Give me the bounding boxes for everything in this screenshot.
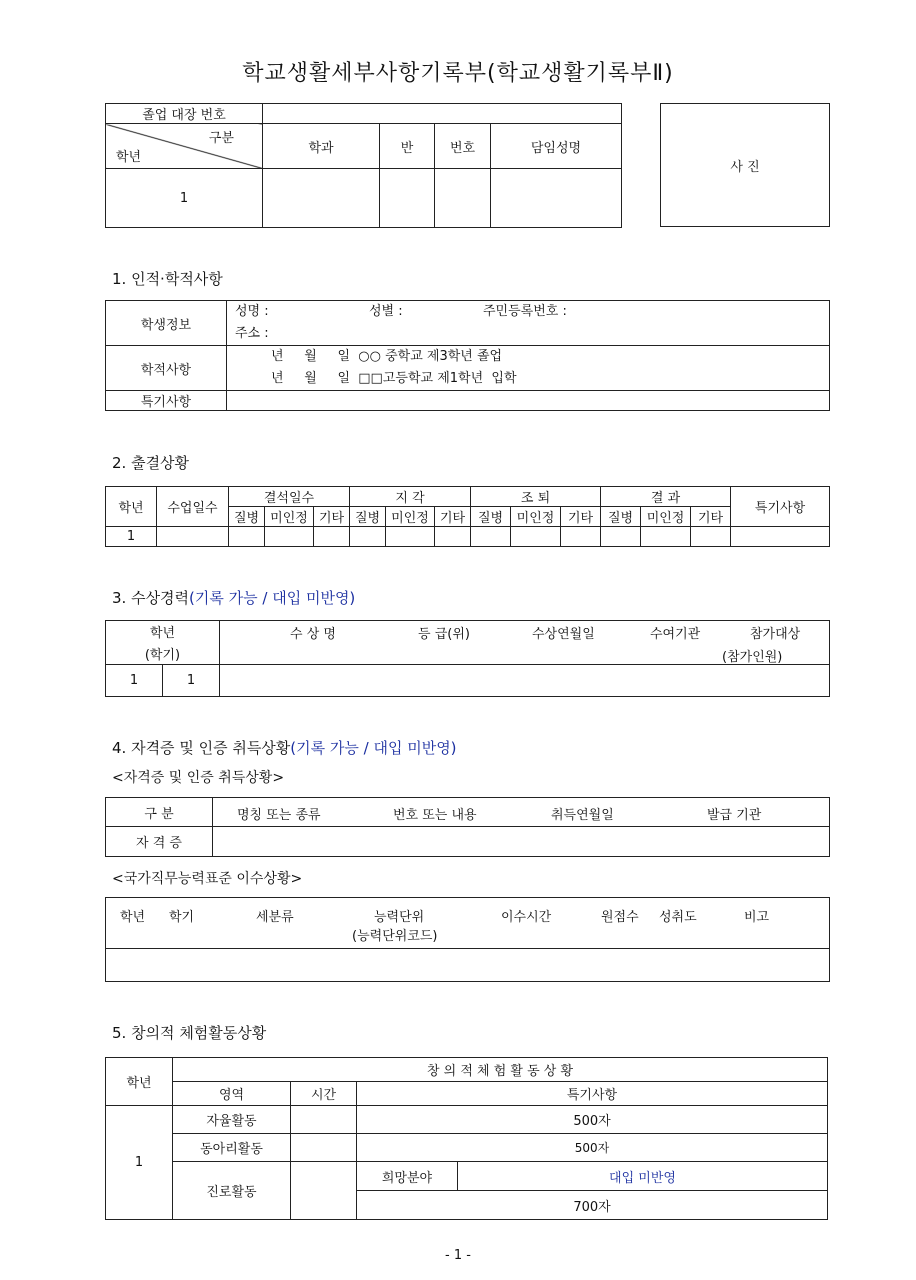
name-label: 성명 :: [235, 304, 269, 319]
special-header: 특기사항: [731, 487, 830, 527]
heading-note: (기록 가능 / 대입 미반영): [290, 739, 457, 757]
grade-header: 학년: [106, 621, 220, 643]
ncs-header: 학기: [169, 910, 195, 925]
record-line: 년 월 일 ○○ 중학교 제3학년 졸업: [271, 349, 503, 364]
record-line: 년 월 일 □□고등학교 제1학년 입학: [271, 371, 517, 386]
sub-header: 기타: [314, 507, 350, 527]
personal-info-table: [105, 300, 830, 411]
photo-box: [660, 103, 830, 227]
ncs-header: 능력단위: [374, 910, 425, 925]
grade-header: 학년: [106, 487, 157, 527]
section-2-heading: 2. 출결상황: [112, 454, 190, 472]
diagonal-header: [106, 124, 263, 169]
photo-label: 사 진: [661, 104, 830, 227]
cert-label: 자 격 증: [106, 827, 213, 857]
late-header: 지 각: [350, 487, 471, 507]
note-limit: 700자: [357, 1191, 828, 1220]
section-3-heading: [112, 587, 355, 608]
special-cell[interactable]: [227, 391, 830, 411]
target-header: 참가대상: [750, 627, 801, 642]
absence-header: 결석일수: [229, 487, 350, 507]
grade-value: 1: [106, 169, 263, 228]
table-row: [106, 1106, 828, 1134]
ncs-header: (능력단위코드): [352, 929, 438, 944]
award-entry[interactable]: [220, 665, 830, 697]
sex-label: 성별 :: [369, 304, 403, 319]
cert-entry[interactable]: [213, 827, 830, 857]
grade-label: 학년: [116, 150, 142, 165]
special-label: 특기사항: [106, 391, 227, 411]
class-cell[interactable]: [380, 169, 435, 228]
note-limit: 500자: [357, 1106, 828, 1134]
sub-header: 미인정: [265, 507, 314, 527]
sub-header: 미인정: [386, 507, 435, 527]
number-cell[interactable]: [435, 169, 491, 228]
sub-header: 질병: [601, 507, 641, 527]
records-label: 학적사항: [106, 346, 227, 391]
page-number: - 1 -: [445, 1248, 471, 1263]
grad-info-table: [105, 103, 622, 228]
area-label: 자율활동: [173, 1106, 291, 1134]
student-info-cell: [227, 301, 830, 346]
cert-table: [105, 797, 830, 857]
ncs-entry[interactable]: [106, 949, 830, 982]
grad-no-field[interactable]: [263, 104, 622, 124]
teacher-cell[interactable]: [491, 169, 622, 228]
sub-header: 기타: [435, 507, 471, 527]
ncs-header: 학년: [120, 910, 146, 925]
attendance-table: [105, 486, 830, 547]
sub-header: 질병: [471, 507, 511, 527]
term-value: 1: [163, 665, 220, 697]
rank-header: 등 급(위): [418, 627, 470, 642]
grade-header: 학년: [106, 1058, 173, 1106]
dept-cell[interactable]: [263, 169, 380, 228]
section-5-heading: 5. 창의적 체험활동상황: [112, 1024, 267, 1042]
table-row: [106, 1134, 828, 1162]
ncs-subheading: <국가직무능력표준 이수상황>: [112, 871, 303, 887]
sub-header: 기타: [691, 507, 731, 527]
count-header: (참가인원): [722, 650, 783, 665]
class-header: 반: [380, 124, 435, 169]
heading-text: 3. 수상경력: [112, 589, 190, 607]
table-row: [106, 527, 830, 547]
table-row: [106, 665, 830, 697]
awards-header-cell: [220, 621, 830, 665]
section-1-heading: 1. 인적·학적사항: [112, 270, 223, 288]
cat-header: 구 분: [106, 798, 213, 827]
cert-header-cell: [213, 798, 830, 827]
hope-label: 희망분야: [357, 1162, 458, 1191]
ncs-header: 세분류: [256, 910, 294, 925]
sub-header: 미인정: [511, 507, 561, 527]
note-limit: 500자: [357, 1134, 828, 1162]
grade-value: 1: [106, 527, 157, 547]
section-4-heading: [112, 737, 457, 758]
grad-no-label: 졸업 대장 번호: [106, 104, 263, 124]
term-header: (학기): [106, 643, 220, 665]
hours-header: 시간: [291, 1082, 357, 1106]
sub-header: 미인정: [641, 507, 691, 527]
category-label: 구분: [208, 131, 234, 146]
dept-header: 학과: [263, 124, 380, 169]
caption-header: 창 의 적 체 험 활 동 상 황: [173, 1058, 828, 1082]
days-header: 수업일수: [157, 487, 229, 527]
grade-value: 1: [106, 665, 163, 697]
heading-note: (기록 가능 / 대입 미반영): [189, 589, 356, 607]
hope-value: 대입 미반영: [458, 1162, 828, 1191]
org-header: 수여기관: [650, 627, 701, 642]
ncs-header: 성취도: [659, 910, 697, 925]
ncs-header-cell: [106, 898, 830, 949]
area-header: 영역: [173, 1082, 291, 1106]
missed-class-header: 결 과: [601, 487, 731, 507]
rrn-label: 주민등록번호 :: [483, 304, 567, 319]
name-header: 명칭 또는 종류: [237, 808, 321, 823]
teacher-header: 담임성명: [491, 124, 622, 169]
num-header: 번호 또는 내용: [393, 808, 477, 823]
ncs-header: 비고: [744, 910, 770, 925]
awards-table: [105, 620, 830, 697]
sub-header: 질병: [350, 507, 386, 527]
table-row: [106, 1162, 828, 1191]
ncs-table: [105, 897, 830, 982]
address-label: 주소 :: [235, 326, 269, 341]
early-leave-header: 조 퇴: [471, 487, 601, 507]
ncs-header: 원점수: [601, 910, 639, 925]
page-title: 학교생활세부사항기록부(학교생활기록부Ⅱ): [242, 61, 674, 86]
number-header: 번호: [435, 124, 491, 169]
area-label: 진로활동: [173, 1162, 291, 1220]
heading-text: 4. 자격증 및 인증 취득상황: [112, 739, 291, 757]
ncs-header: 이수시간: [501, 910, 552, 925]
award-header: 수 상 명: [290, 627, 336, 642]
student-info-label: 학생정보: [106, 301, 227, 346]
sub-header: 기타: [561, 507, 601, 527]
sub-header: 질병: [229, 507, 265, 527]
cert-subheading: <자격증 및 인증 취득상황>: [112, 770, 285, 786]
date-header: 취득연월일: [551, 808, 614, 823]
date-header: 수상연월일: [532, 627, 595, 642]
issuer-header: 발급 기관: [707, 808, 762, 823]
special-header: 특기사항: [357, 1082, 828, 1106]
grade-value: 1: [106, 1106, 173, 1220]
area-label: 동아리활동: [173, 1134, 291, 1162]
activities-table: [105, 1057, 828, 1220]
